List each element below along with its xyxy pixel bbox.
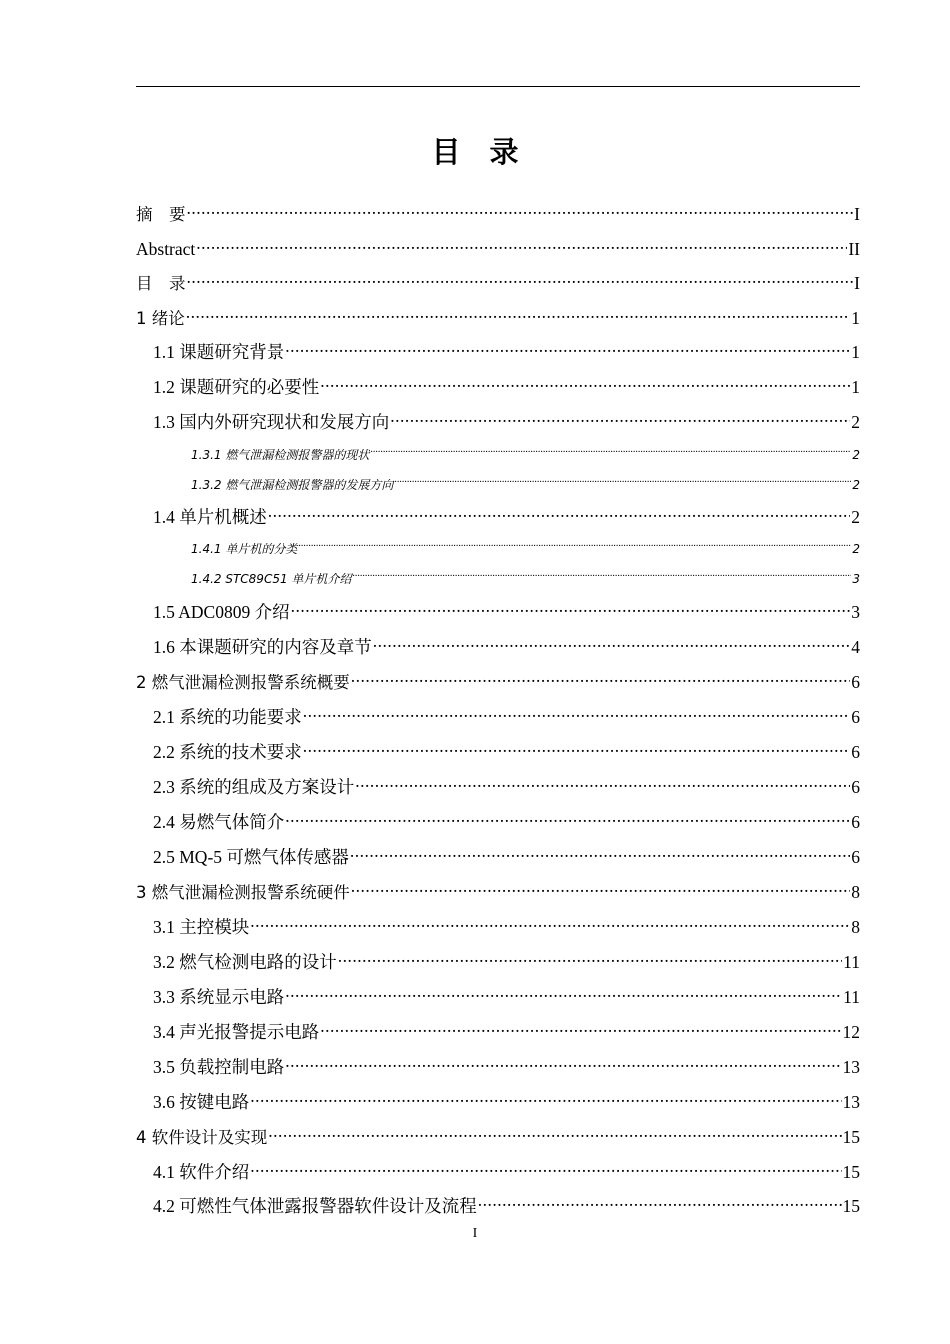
toc-entry[interactable] — [153, 810, 860, 834]
toc-entry-page-number: 6 — [851, 672, 860, 692]
toc-entry[interactable] — [136, 1125, 860, 1149]
toc-leader-dots — [320, 1021, 841, 1039]
toc-leader-dots — [338, 951, 842, 969]
toc-entry-page-number: 8 — [851, 917, 860, 937]
toc-entry[interactable] — [153, 845, 860, 869]
toc-entry-label: 3.5 负载控制电路 — [153, 1057, 285, 1077]
toc-entry-label: 2.4 易燃气体简介 — [153, 812, 285, 832]
toc-leader-dots — [320, 376, 850, 394]
toc-leader-dots — [187, 203, 854, 221]
toc-entry-page-number: 6 — [851, 812, 860, 832]
toc-entry[interactable] — [191, 446, 860, 464]
toc-entry[interactable] — [153, 1194, 860, 1218]
toc-entry-label: 摘 要 — [136, 205, 186, 224]
toc-entry-label: 1.3.2 燃气泄漏检测报警器的发展方向 — [191, 478, 394, 492]
toc-entry-page-number: I — [854, 273, 860, 293]
toc-entry-label: 4.1 软件介绍 — [153, 1162, 250, 1182]
toc-leader-dots — [478, 1195, 842, 1213]
toc-entry[interactable] — [191, 570, 860, 588]
toc-entry-label: Abstract — [136, 239, 196, 259]
toc-entry-label: 2.3 系统的组成及方案设计 — [153, 777, 355, 797]
toc-entry-page-number: 6 — [851, 777, 860, 797]
toc-leader-dots — [268, 1126, 841, 1144]
toc-entry[interactable] — [153, 915, 860, 939]
toc-entry-page-number: 13 — [842, 1057, 860, 1077]
toc-entry-label: 1.5 ADC0809 介绍 — [153, 602, 290, 622]
toc-leader-dots — [373, 636, 851, 654]
toc-entry[interactable] — [153, 985, 860, 1009]
toc-entry[interactable] — [153, 1090, 860, 1114]
toc-entry-page-number: 6 — [851, 707, 860, 727]
toc-entry-page-number: 3 — [852, 572, 860, 586]
toc-entry-page-number: 2 — [852, 542, 860, 556]
toc-entry[interactable] — [153, 1160, 860, 1184]
toc-entry-page-number: 3 — [851, 602, 860, 622]
toc-entry-label: 1.6 本课题研究的内容及章节 — [153, 637, 372, 657]
toc-entry[interactable] — [153, 775, 860, 799]
toc-entry-page-number: 8 — [851, 882, 860, 902]
toc-entry[interactable] — [153, 505, 860, 529]
toc-entry-page-number: 11 — [843, 952, 860, 972]
toc-entry-page-number: 11 — [843, 987, 860, 1007]
toc-entry-page-number: 1 — [851, 377, 860, 397]
toc-entry-label: 1.4.2 STC89C51 单片机介绍 — [191, 572, 352, 586]
toc-entry-label: 2.1 系统的功能要求 — [153, 707, 302, 727]
toc-entry-label: 3.3 系统显示电路 — [153, 987, 285, 1007]
toc-entry-label: 3.1 主控模块 — [153, 917, 250, 937]
toc-entry[interactable] — [153, 635, 860, 659]
toc-entry-label: 1.4 单片机概述 — [153, 507, 267, 527]
toc-entry-page-number: 2 — [851, 412, 860, 432]
toc-entry-page-number: II — [848, 239, 860, 259]
toc-entry-page-number: 2 — [852, 448, 860, 462]
toc-entry[interactable] — [136, 237, 860, 261]
toc-entry-label: 3.4 声光报警提示电路 — [153, 1022, 320, 1042]
toc-entry[interactable] — [153, 705, 860, 729]
toc-entry[interactable] — [136, 202, 860, 226]
toc-leader-dots — [285, 1056, 841, 1074]
toc-leader-dots — [285, 986, 842, 1004]
toc-title: 目 录 — [431, 135, 519, 169]
toc-entry-label: 4.2 可燃性气体泄露报警器软件设计及流程 — [153, 1196, 477, 1216]
toc-entry-page-number: 13 — [842, 1092, 860, 1112]
toc-leader-dots — [285, 341, 850, 359]
toc-entry-label: 4 软件设计及实现 — [136, 1128, 268, 1147]
toc-leader-dots — [303, 741, 851, 759]
toc-entry[interactable] — [153, 600, 860, 624]
toc-entry[interactable] — [191, 476, 860, 494]
toc-leader-dots — [351, 881, 851, 899]
toc-entry-label: 3.6 按键电路 — [153, 1092, 250, 1112]
toc-entry-label: 1.2 课题研究的必要性 — [153, 377, 320, 397]
toc-entry[interactable] — [153, 1055, 860, 1079]
toc-leader-dots — [370, 447, 851, 460]
toc-leader-dots — [303, 706, 851, 724]
toc-leader-dots — [250, 1091, 841, 1109]
toc-entry-page-number: 4 — [851, 637, 860, 657]
toc-entry[interactable] — [153, 950, 860, 974]
toc-entry-label: 1.4.1 单片机的分类 — [191, 542, 298, 556]
footer-page-number: I — [472, 1226, 478, 1241]
toc-entry-label: 2.5 MQ-5 可燃气体传感器 — [153, 847, 349, 867]
toc-entry[interactable] — [136, 880, 860, 904]
toc-entry-label: 1.3.1 燃气泄漏检测报警器的现状 — [191, 448, 370, 462]
toc-leader-dots — [390, 411, 850, 429]
toc-entry-label: 目 录 — [136, 274, 186, 293]
toc-entry-page-number: 6 — [851, 742, 860, 762]
toc-entry[interactable] — [136, 271, 860, 295]
toc-entry-label: 1 绪论 — [136, 309, 185, 328]
toc-leader-dots — [186, 307, 851, 325]
toc-entry-page-number: 2 — [852, 478, 860, 492]
toc-entry-page-number: 15 — [842, 1127, 860, 1147]
toc-entry[interactable] — [153, 410, 860, 434]
toc-leader-dots — [291, 601, 851, 619]
toc-entry-label: 2 燃气泄漏检测报警系统概要 — [136, 673, 350, 692]
toc-entry-label: 1.3 国内外研究现状和发展方向 — [153, 412, 390, 432]
toc-leader-dots — [187, 272, 854, 290]
toc-leader-dots — [355, 776, 850, 794]
toc-leader-dots — [250, 1161, 841, 1179]
toc-leader-dots — [394, 477, 851, 490]
toc-entry-page-number: 15 — [842, 1196, 860, 1216]
toc-leader-dots — [268, 506, 851, 524]
toc-leader-dots — [285, 811, 850, 829]
toc-entry-page-number: 1 — [851, 342, 860, 362]
toc-entry[interactable] — [153, 1020, 860, 1044]
toc-entry-label: 3 燃气泄漏检测报警系统硬件 — [136, 883, 350, 902]
header-rule — [136, 86, 860, 87]
toc-entry-label: 2.2 系统的技术要求 — [153, 742, 302, 762]
toc-leader-dots — [352, 571, 851, 584]
toc-entry-page-number: I — [854, 204, 860, 224]
toc-entry[interactable] — [153, 375, 860, 399]
toc-entry-page-number: 6 — [851, 847, 860, 867]
toc-entry-label: 1.1 课题研究背景 — [153, 342, 285, 362]
toc-leader-dots — [298, 541, 851, 554]
toc-entry-page-number: 2 — [851, 507, 860, 527]
toc-entry-label: 3.2 燃气检测电路的设计 — [153, 952, 337, 972]
toc-entry-page-number: 1 — [851, 308, 860, 328]
toc-entry-page-number: 15 — [842, 1162, 860, 1182]
toc-entry-page-number: 12 — [842, 1022, 860, 1042]
toc-leader-dots — [350, 846, 850, 864]
toc-leader-dots — [351, 671, 851, 689]
toc-entry[interactable] — [153, 340, 860, 364]
toc-entry[interactable] — [136, 306, 860, 330]
toc-entry[interactable] — [136, 670, 860, 694]
toc-leader-dots — [250, 916, 850, 934]
toc-entry[interactable] — [191, 540, 860, 558]
toc-leader-dots — [196, 238, 847, 256]
toc-entry[interactable] — [153, 740, 860, 764]
